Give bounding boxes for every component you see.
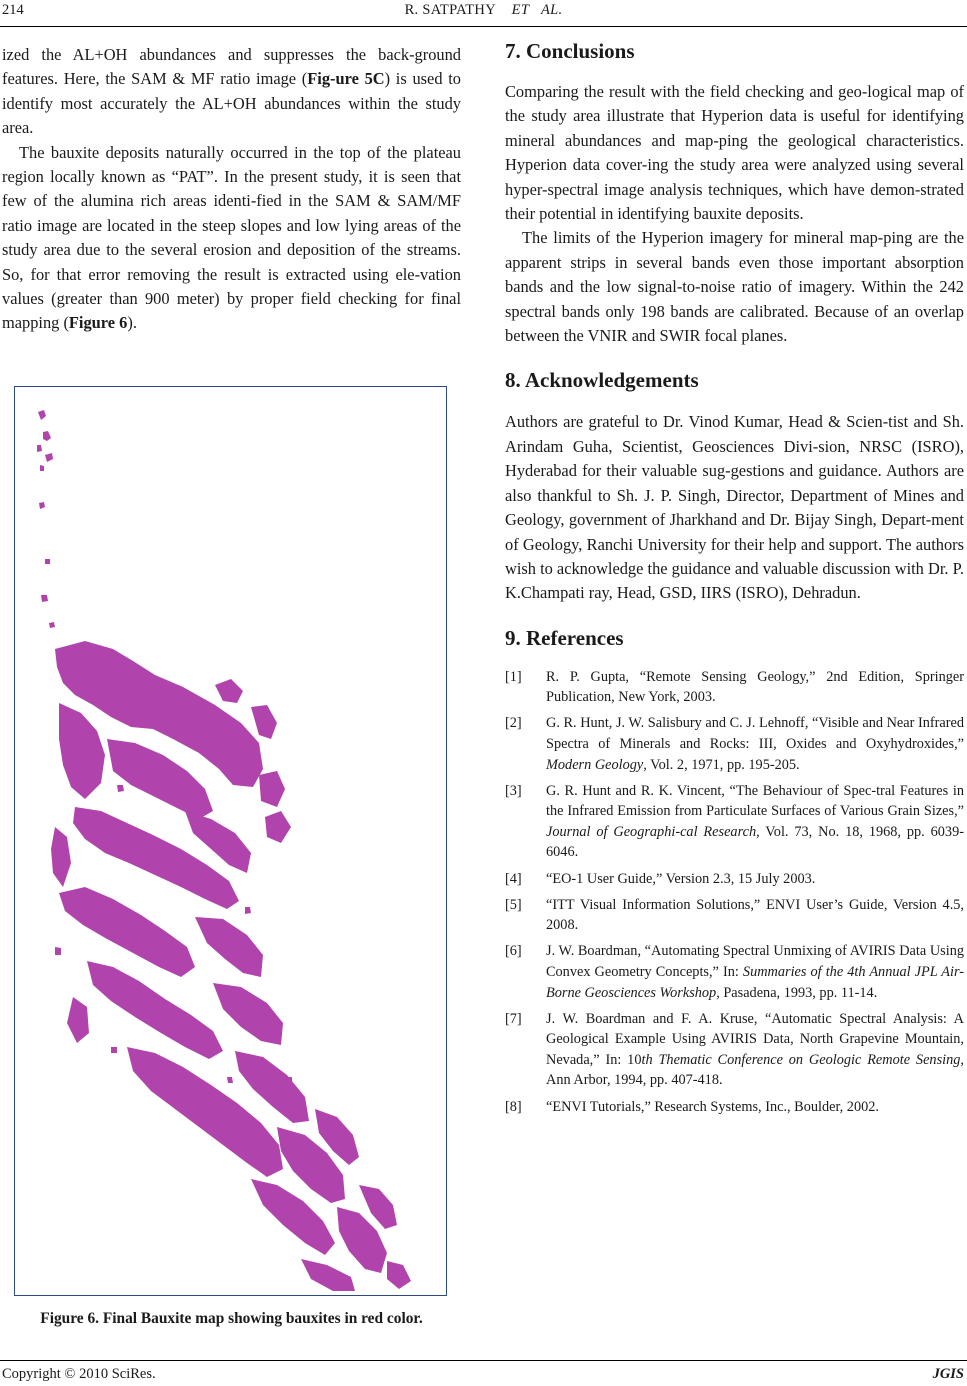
reference-number: [8]	[505, 1098, 522, 1115]
page-header	[0, 0, 967, 24]
figure-5c-ref: Fig-ure 5C	[307, 69, 385, 89]
reference-number: [1]	[505, 668, 522, 685]
reference-text-end: , Vol. 73, No. 18, 1968, pp. 6039-6046.	[546, 823, 964, 861]
conclusions-heading: 7. Conclusions	[505, 39, 635, 63]
bauxite-patch	[55, 947, 61, 955]
right-column	[505, 38, 964, 1123]
reference-item	[505, 713, 964, 775]
reference-number: [6]	[505, 943, 522, 960]
bauxite-patch	[39, 502, 45, 509]
bauxite-patch	[49, 622, 55, 628]
reference-list	[505, 667, 964, 1117]
bauxite-patch	[287, 1077, 292, 1083]
copyright: Copyright © 2010 SciRes.	[2, 1366, 156, 1382]
bauxite-patch	[41, 595, 48, 602]
reference-text-end: , Ann Arbor, 1994, pp. 407-418.	[546, 1051, 964, 1089]
footer-rule	[0, 1360, 967, 1361]
conclusions-paragraph-2: The limits of the Hyperion imagery for mineral map-ping are the apparent strips in several bands even those important absorption bands and the low signal-to-noise ratio of imagery. Within the 242 spectral bands only 198 bands are calibrated. Because of an overlap between the VNIR and SWIR focal planes.	[505, 228, 964, 346]
figure-caption: Figure 6. Final Bauxite map showing bauxites in red color.	[40, 1310, 423, 1327]
reference-number: [7]	[505, 1010, 522, 1027]
acknowledgements-heading: 8. Acknowledgements	[505, 368, 699, 393]
left-paragraph-1	[2, 43, 461, 141]
bauxite-map	[15, 387, 445, 1294]
left-p2-text-b: ).	[127, 313, 137, 333]
reference-text: G. R. Hunt, J. W. Salisbury and C. J. Lehnoff, “Visible and Near Infrared Spectra of Minerals and Rocks: III, Oxides and Oxyhydroxides,”	[546, 715, 964, 752]
acknowledgements-paragraph: Authors are grateful to Dr. Vinod Kumar, Head & Scien-tist and Sh. Arindam Guha, Scientist, Geosciences Divi-sion, NRSC (ISRO), Hyderabad for their valuable sug-gestions and guidance. Authors are also thankful to Sh. J. P. Singh, Director, Department of Mines and Geology, government of Jharkhand and Dr. Bijay Singh, Depart-ment of Geology, Ranchi University for their help and support. The authors wish to acknowledge the guidance and valuable discussion with Dr. P. K.Champati ray, Head, GSD, IIRS (ISRO), Dehradun.	[505, 412, 964, 603]
reference-text: J. W. Boardman, “Automating Spectral Unmixing of AVIRIS Data Using Convex Geometry Concepts,” In:	[546, 943, 964, 980]
reference-number: [5]	[505, 896, 522, 913]
running-authors	[0, 2, 967, 19]
journal-abbrev: JGIS	[932, 1366, 964, 1382]
figure-6-ref: Figure 6	[68, 313, 128, 333]
bauxite-patch	[387, 1261, 411, 1289]
reference-item	[505, 941, 964, 1003]
bauxite-patch	[213, 983, 283, 1045]
bauxite-patch	[51, 827, 71, 887]
bauxite-patch	[165, 778, 171, 785]
reference-italic: Modern Geology	[546, 756, 644, 773]
reference-number: [3]	[505, 782, 522, 799]
bauxite-patch	[111, 1047, 117, 1053]
bauxite-patch	[195, 917, 263, 977]
reference-item	[505, 1009, 964, 1091]
reference-item	[505, 895, 964, 936]
bauxite-patch	[67, 997, 89, 1043]
reference-italic: Journal of Geographi-cal Research	[546, 823, 757, 840]
left-paragraph-2	[2, 141, 461, 336]
reference-text-end: , Pasadena, 1993, pp. 11-14.	[716, 984, 878, 1001]
conclusions-paragraph-1: Comparing the result with the field checking and geo-logical map of the study area illustrate that Hyperion data is useful for identifying mineral abundances and map-ping the geological characteristics. Hyperion data cover-ing the study area were analyzed using several hyper-spectral image analysis techniques, which have demon-strated their potential in identifying bauxite deposits.	[505, 82, 964, 224]
reference-italic: th Thematic Conference on Geologic Remote Sensing	[641, 1051, 961, 1068]
header-rule	[0, 26, 967, 27]
reference-text-end: , Vol. 2, 1971, pp. 195-205.	[643, 756, 800, 773]
bauxite-patch	[59, 703, 105, 799]
left-p2-text-a: The bauxite deposits naturally occurred in the top of the plateau region locally known as “PAT”. In the present study, it is seen that few of the alumina rich areas identi-fied in the SAM & SAM/MF ratio image are located in the steep slopes and low lying areas of the study area due to the several erosion and deposition of the streams. So, for that error removing the result is extracted using ele-vation values (greater than 900 meter) by proper field checking for final mapping (	[2, 142, 461, 333]
bauxite-patch	[37, 445, 42, 452]
authors-al: AL.	[540, 2, 563, 18]
reference-text: “ITT Visual Information Solutions,” ENVI User’s Guide, Version 4.5, 2008.	[546, 896, 964, 934]
bauxite-patch	[45, 453, 53, 462]
bauxite-patch	[227, 1077, 233, 1083]
bauxite-deposits	[37, 410, 411, 1291]
bauxite-patch	[265, 811, 291, 843]
bauxite-map-figure	[14, 386, 447, 1296]
left-p1-text-a: ized the AL+OH abundances and suppresses the back-ground features. Here, the SAM & MF ratio image (	[2, 45, 461, 89]
left-column	[2, 43, 461, 336]
reference-text: G. R. Hunt and R. K. Vincent, “The Behaviour of Spec-tral Features in the Infrared Emission from Particulate Surfaces of Various Grain Sizes,”	[546, 782, 964, 820]
left-p1-text-b: ) is used to identify most accurately the AL+OH abundances within the study area.	[2, 69, 461, 138]
bauxite-patch	[87, 961, 223, 1059]
reference-text: “EO-1 User Guide,” Version 2.3, 15 July 2003.	[546, 870, 816, 887]
reference-italic: Summaries of the 4th Annual JPL Air-Borne Geosciences Workshop	[546, 963, 965, 1001]
bauxite-patch	[40, 465, 44, 471]
bauxite-patch	[38, 410, 46, 420]
bauxite-patch	[315, 1177, 321, 1183]
reference-text: R. P. Gupta, “Remote Sensing Geology,” 2nd Edition, Springer Publication, New York, 2003.	[546, 668, 964, 706]
reference-item	[505, 667, 964, 708]
references-heading: 9. References	[505, 625, 624, 650]
bauxite-patch	[251, 705, 277, 739]
reference-text: J. W. Boardman and F. A. Kruse, “Automatic Spectral Analysis: A Geological Example Using AVIRIS Data, North Grapevine Mountain, Nevada,” In: 10	[546, 1010, 964, 1068]
authors-et: ET	[511, 2, 530, 18]
bauxite-patch	[117, 785, 124, 792]
reference-item	[505, 781, 964, 863]
bauxite-patch	[301, 1259, 355, 1291]
reference-item	[505, 869, 964, 890]
reference-text: “ENVI Tutorials,” Research Systems, Inc., Boulder, 2002.	[546, 1098, 879, 1115]
bauxite-patch	[259, 771, 285, 807]
bauxite-patch	[59, 887, 195, 977]
bauxite-patch	[215, 679, 243, 703]
reference-number: [4]	[505, 870, 522, 887]
reference-item	[505, 1097, 964, 1118]
reference-number: [2]	[505, 715, 522, 732]
authors-main: R. SATPATHY	[404, 2, 496, 18]
bauxite-patch	[245, 907, 251, 914]
page-number: 214	[2, 2, 24, 18]
bauxite-patch	[43, 431, 51, 441]
bauxite-patch	[45, 559, 50, 564]
